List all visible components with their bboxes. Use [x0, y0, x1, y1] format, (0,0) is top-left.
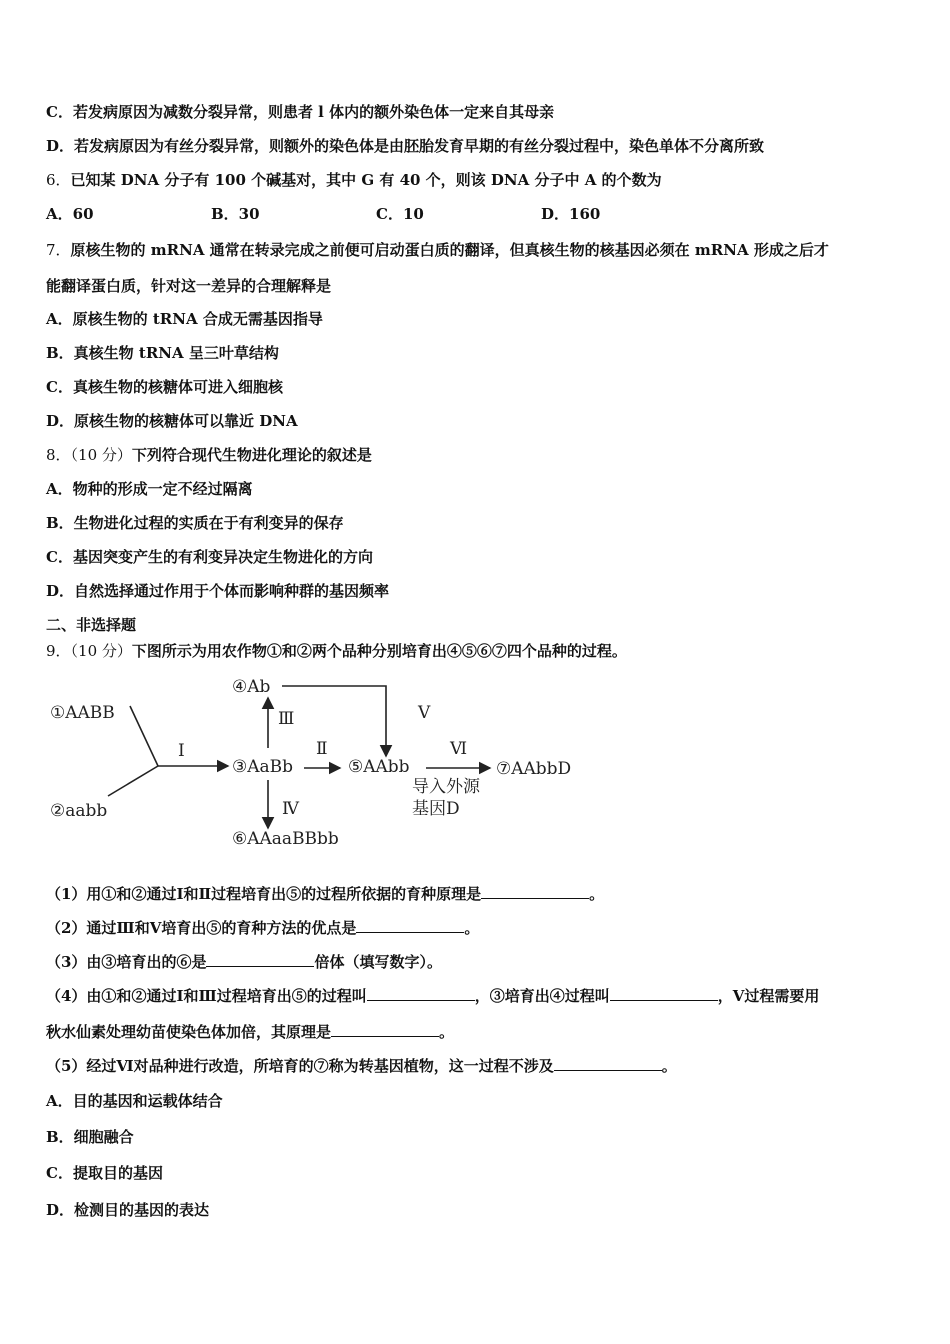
sub-question-5-end: 。	[661, 1057, 677, 1075]
sub-question-1-end: 。	[589, 885, 605, 903]
node-5: ⑤AAbb	[348, 757, 410, 777]
question-6	[46, 170, 662, 190]
node-6: ⑥AAaaBBbb	[232, 829, 339, 849]
sub-question-5	[46, 1056, 677, 1076]
option-9d: D．检测目的基因的表达	[46, 1201, 210, 1219]
option-5c: C．若发病原因为减数分裂异常，则患者 l 体内的额外染色体一定来自其母亲	[46, 103, 555, 121]
sub-question-1	[46, 884, 604, 904]
process-label-3: Ⅲ	[278, 709, 295, 729]
note-line-2: 基因D	[412, 799, 460, 819]
process-label-5: Ⅴ	[418, 703, 431, 723]
sub-question-4-text-2: 秋水仙素处理幼苗使染色体加倍，其原理是	[46, 1023, 332, 1041]
sub-question-1-text: （1）用①和②通过Ⅰ和Ⅱ过程培育出⑤的过程所依据的育种原理是	[46, 885, 482, 903]
option-8c: C．基因突变产生的有利变异决定生物进化的方向	[46, 548, 373, 566]
section-title: 二、非选择题	[46, 616, 137, 634]
answer-blank-4a[interactable]	[367, 986, 475, 1001]
option-6b: B．30	[211, 205, 260, 223]
option-7c: C．真核生物的核糖体可进入细胞核	[46, 378, 283, 396]
sub-question-4-tail: ，Ⅴ过程需要用	[717, 987, 820, 1005]
option-8b: B．生物进化过程的实质在于有利变异的保存	[46, 514, 344, 532]
option-6d: D．160	[541, 205, 601, 223]
answer-blank-4b[interactable]	[610, 986, 718, 1001]
option-7d: D．原核生物的核糖体可以靠近 DNA	[46, 412, 298, 430]
option-7b: B．真核生物 tRNA 呈三叶草结构	[46, 344, 279, 362]
sub-question-4-text: （4）由①和②通过Ⅰ和Ⅲ过程培育出⑤的过程叫	[46, 987, 367, 1005]
process-label-1: Ⅰ	[178, 741, 185, 761]
question-9	[46, 641, 627, 661]
node-4: ④Ab	[232, 677, 271, 697]
sub-question-4-line-2	[46, 1022, 454, 1042]
breeding-diagram	[46, 668, 606, 858]
option-6c: C．10	[376, 205, 424, 223]
option-8d: D．自然选择通过作用于个体而影响种群的基因频率	[46, 582, 390, 600]
sub-question-3-text: （3）由③培育出的⑥是	[46, 953, 207, 971]
option-9a: A．目的基因和运载体结合	[46, 1092, 223, 1110]
process-label-4: Ⅳ	[282, 799, 299, 819]
sub-question-2	[46, 918, 479, 938]
arrow-process-5	[282, 686, 386, 756]
question-6-number: 6．	[46, 171, 71, 189]
question-9-text: 下图所示为用农作物①和②两个品种分别培育出④⑤⑥⑦四个品种的过程。	[131, 642, 627, 660]
question-8-number: 8．（10 分）	[46, 446, 132, 464]
question-7-line-2: 能翻译蛋白质，针对这一差异的合理解释是	[46, 277, 332, 295]
option-5d: D．若发病原因为有丝分裂异常，则额外的染色体是由胚胎发育早期的有丝分裂过程中，染色单体不分离所致	[46, 137, 765, 155]
process-label-6: Ⅵ	[450, 739, 468, 759]
sub-question-4-end: 。	[439, 1023, 455, 1041]
question-8	[46, 445, 372, 465]
line-1-to-junction	[130, 706, 158, 766]
answer-blank-3[interactable]	[206, 952, 314, 967]
node-3: ③AaBb	[232, 757, 294, 777]
node-1: ①AABB	[50, 703, 115, 723]
sub-question-2-text: （2）通过Ⅲ和Ⅴ培育出⑤的育种方法的优点是	[46, 919, 357, 937]
line-2-to-junction	[108, 766, 158, 796]
node-2: ②aabb	[50, 801, 108, 821]
sub-question-2-end: 。	[464, 919, 480, 937]
sub-question-3	[46, 952, 442, 972]
question-7-line-1	[46, 240, 829, 260]
option-8a: A．物种的形成一定不经过隔离	[46, 480, 253, 498]
question-7-text: 原核生物的 mRNA 通常在转录完成之前便可启动蛋白质的翻译，但真核生物的核基因必须在 mRNA 形成之后才	[70, 241, 829, 259]
answer-blank-5[interactable]	[554, 1056, 662, 1071]
note-line-1: 导入外源	[412, 777, 480, 797]
sub-question-5-text: （5）经过Ⅵ对品种进行改造，所培育的⑦称为转基因植物，这一过程不涉及	[46, 1057, 554, 1075]
answer-blank-1[interactable]	[481, 884, 589, 899]
answer-blank-2[interactable]	[356, 918, 464, 933]
node-7: ⑦AAbbD	[496, 759, 572, 779]
question-8-text: 下列符合现代生物进化理论的叙述是	[131, 446, 372, 464]
option-7a: A．原核生物的 tRNA 合成无需基因指导	[46, 310, 323, 328]
process-label-2: Ⅱ	[316, 739, 328, 759]
question-6-text: 已知某 DNA 分子有 100 个碱基对，其中 G 有 40 个，则该 DNA 分子中 A 的个数为	[70, 171, 662, 189]
question-7-number: 7．	[46, 241, 71, 259]
option-9b: B．细胞融合	[46, 1128, 134, 1146]
sub-question-3-end: 倍体（填写数字）。	[314, 953, 442, 971]
option-9c: C．提取目的基因	[46, 1164, 163, 1182]
question-9-number: 9．（10 分）	[46, 642, 132, 660]
sub-question-4-mid: ，③培育出④过程叫	[474, 987, 610, 1005]
answer-blank-4c[interactable]	[331, 1022, 439, 1037]
option-6a: A．60	[46, 205, 94, 223]
sub-question-4-line-1	[46, 986, 819, 1006]
